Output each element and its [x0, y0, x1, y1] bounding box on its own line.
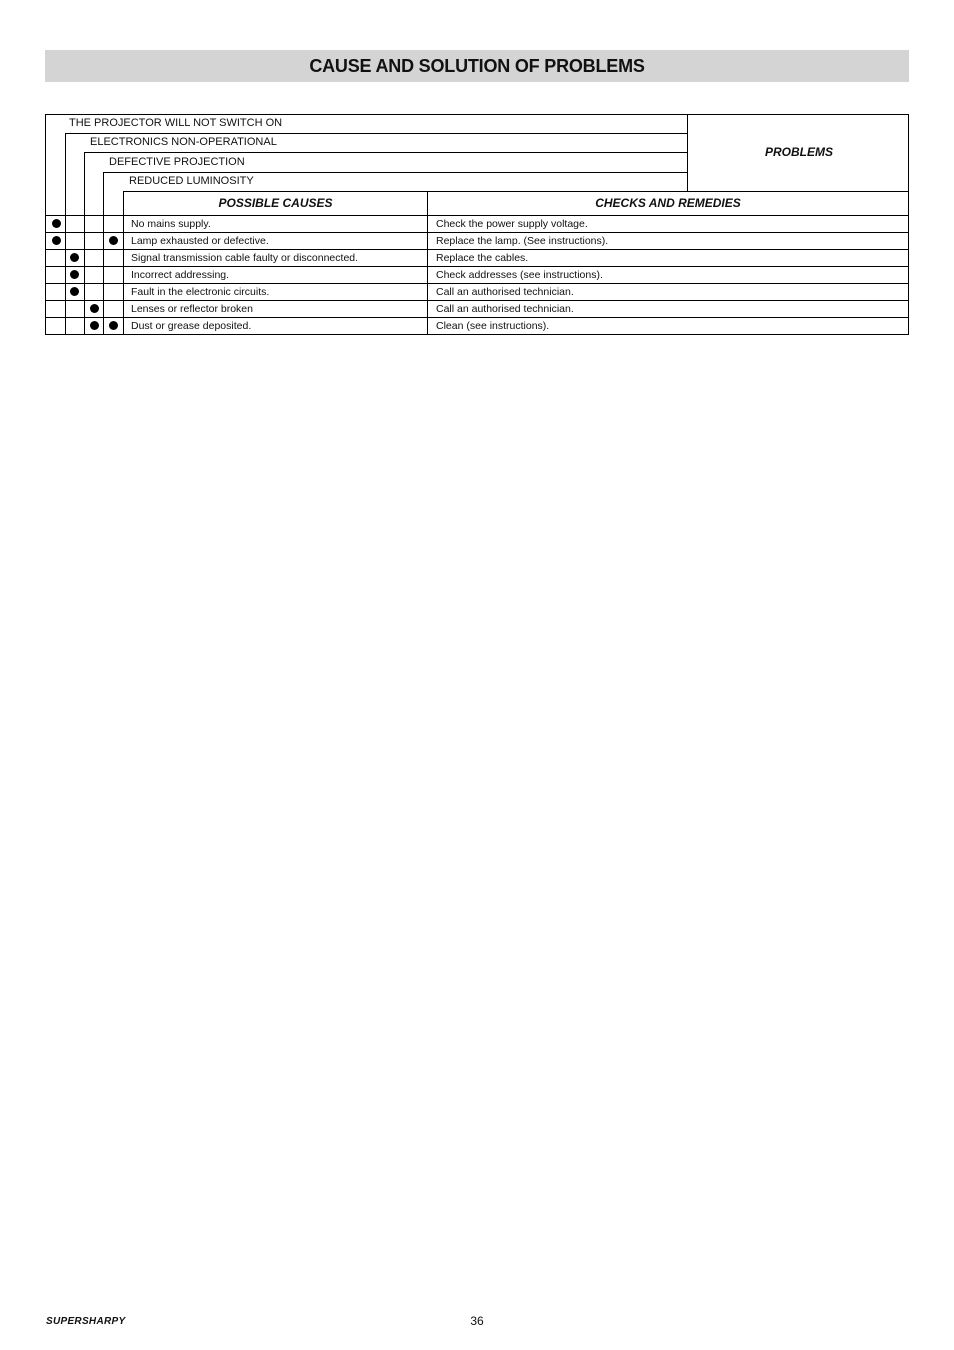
- bullet-mark: [90, 321, 99, 330]
- remedy-cell: Clean (see instructions).: [436, 320, 550, 332]
- page-title: CAUSE AND SOLUTION OF PROBLEMS: [309, 55, 645, 76]
- cause-cell: Fault in the electronic circuits.: [131, 286, 270, 298]
- bullet-mark: [70, 287, 79, 296]
- col-divider-3: [103, 172, 104, 335]
- header-rule-4: [123, 191, 908, 192]
- row-divider: [46, 300, 908, 301]
- problem-label-1: THE PROJECTOR WILL NOT SWITCH ON: [69, 117, 283, 129]
- header-rule-1: [65, 133, 688, 134]
- cause-cell: Lenses or reflector broken: [131, 303, 253, 315]
- bullet-mark: [70, 270, 79, 279]
- remedy-cell: Call an authorised technician.: [436, 303, 574, 315]
- problems-header: PROBLEMS: [764, 145, 833, 159]
- cause-cell: Dust or grease deposited.: [131, 320, 252, 332]
- row-divider: [46, 283, 908, 284]
- col-divider-4: [123, 191, 124, 335]
- col-divider-1: [65, 133, 66, 335]
- problem-label-2: ELECTRONICS NON-OPERATIONAL: [90, 136, 277, 148]
- cause-cell: Lamp exhausted or defective.: [131, 235, 269, 247]
- cause-cell: No mains supply.: [131, 218, 211, 230]
- header-rule-3: [103, 172, 688, 173]
- bullet-mark: [90, 304, 99, 313]
- title-bar: [45, 50, 909, 82]
- causes-header: POSSIBLE CAUSES: [218, 196, 333, 210]
- col-divider-2: [84, 152, 85, 335]
- column-header-rule: [46, 215, 908, 216]
- problem-label-4: REDUCED LUMINOSITY: [129, 175, 254, 187]
- remedy-cell: Replace the lamp. (See instructions).: [436, 235, 609, 247]
- header-rule-2: [84, 152, 688, 153]
- bullet-mark: [109, 236, 118, 245]
- bullet-mark: [52, 219, 61, 228]
- bullet-mark: [52, 236, 61, 245]
- page-number: 36: [470, 1314, 484, 1328]
- row-divider: [46, 317, 908, 318]
- bullet-mark: [109, 321, 118, 330]
- brand-logo: SUPERSHARPY: [46, 1316, 126, 1327]
- cause-cell: Incorrect addressing.: [131, 269, 230, 281]
- row-divider: [46, 249, 908, 250]
- remedy-cell: Call an authorised technician.: [436, 286, 574, 298]
- remedy-cell: Check addresses (see instructions).: [436, 269, 603, 281]
- remedy-cell: Replace the cables.: [436, 252, 529, 264]
- problem-label-3: DEFECTIVE PROJECTION: [109, 156, 245, 168]
- row-divider: [46, 266, 908, 267]
- remedy-cell: Check the power supply voltage.: [436, 218, 588, 230]
- bullet-mark: [70, 253, 79, 262]
- problems-table: [45, 114, 909, 335]
- causes-remedies-divider: [427, 191, 428, 335]
- cause-cell: Signal transmission cable faulty or disconnected.: [131, 252, 359, 264]
- remedies-header: CHECKS AND REMEDIES: [595, 196, 741, 210]
- row-divider: [46, 232, 908, 233]
